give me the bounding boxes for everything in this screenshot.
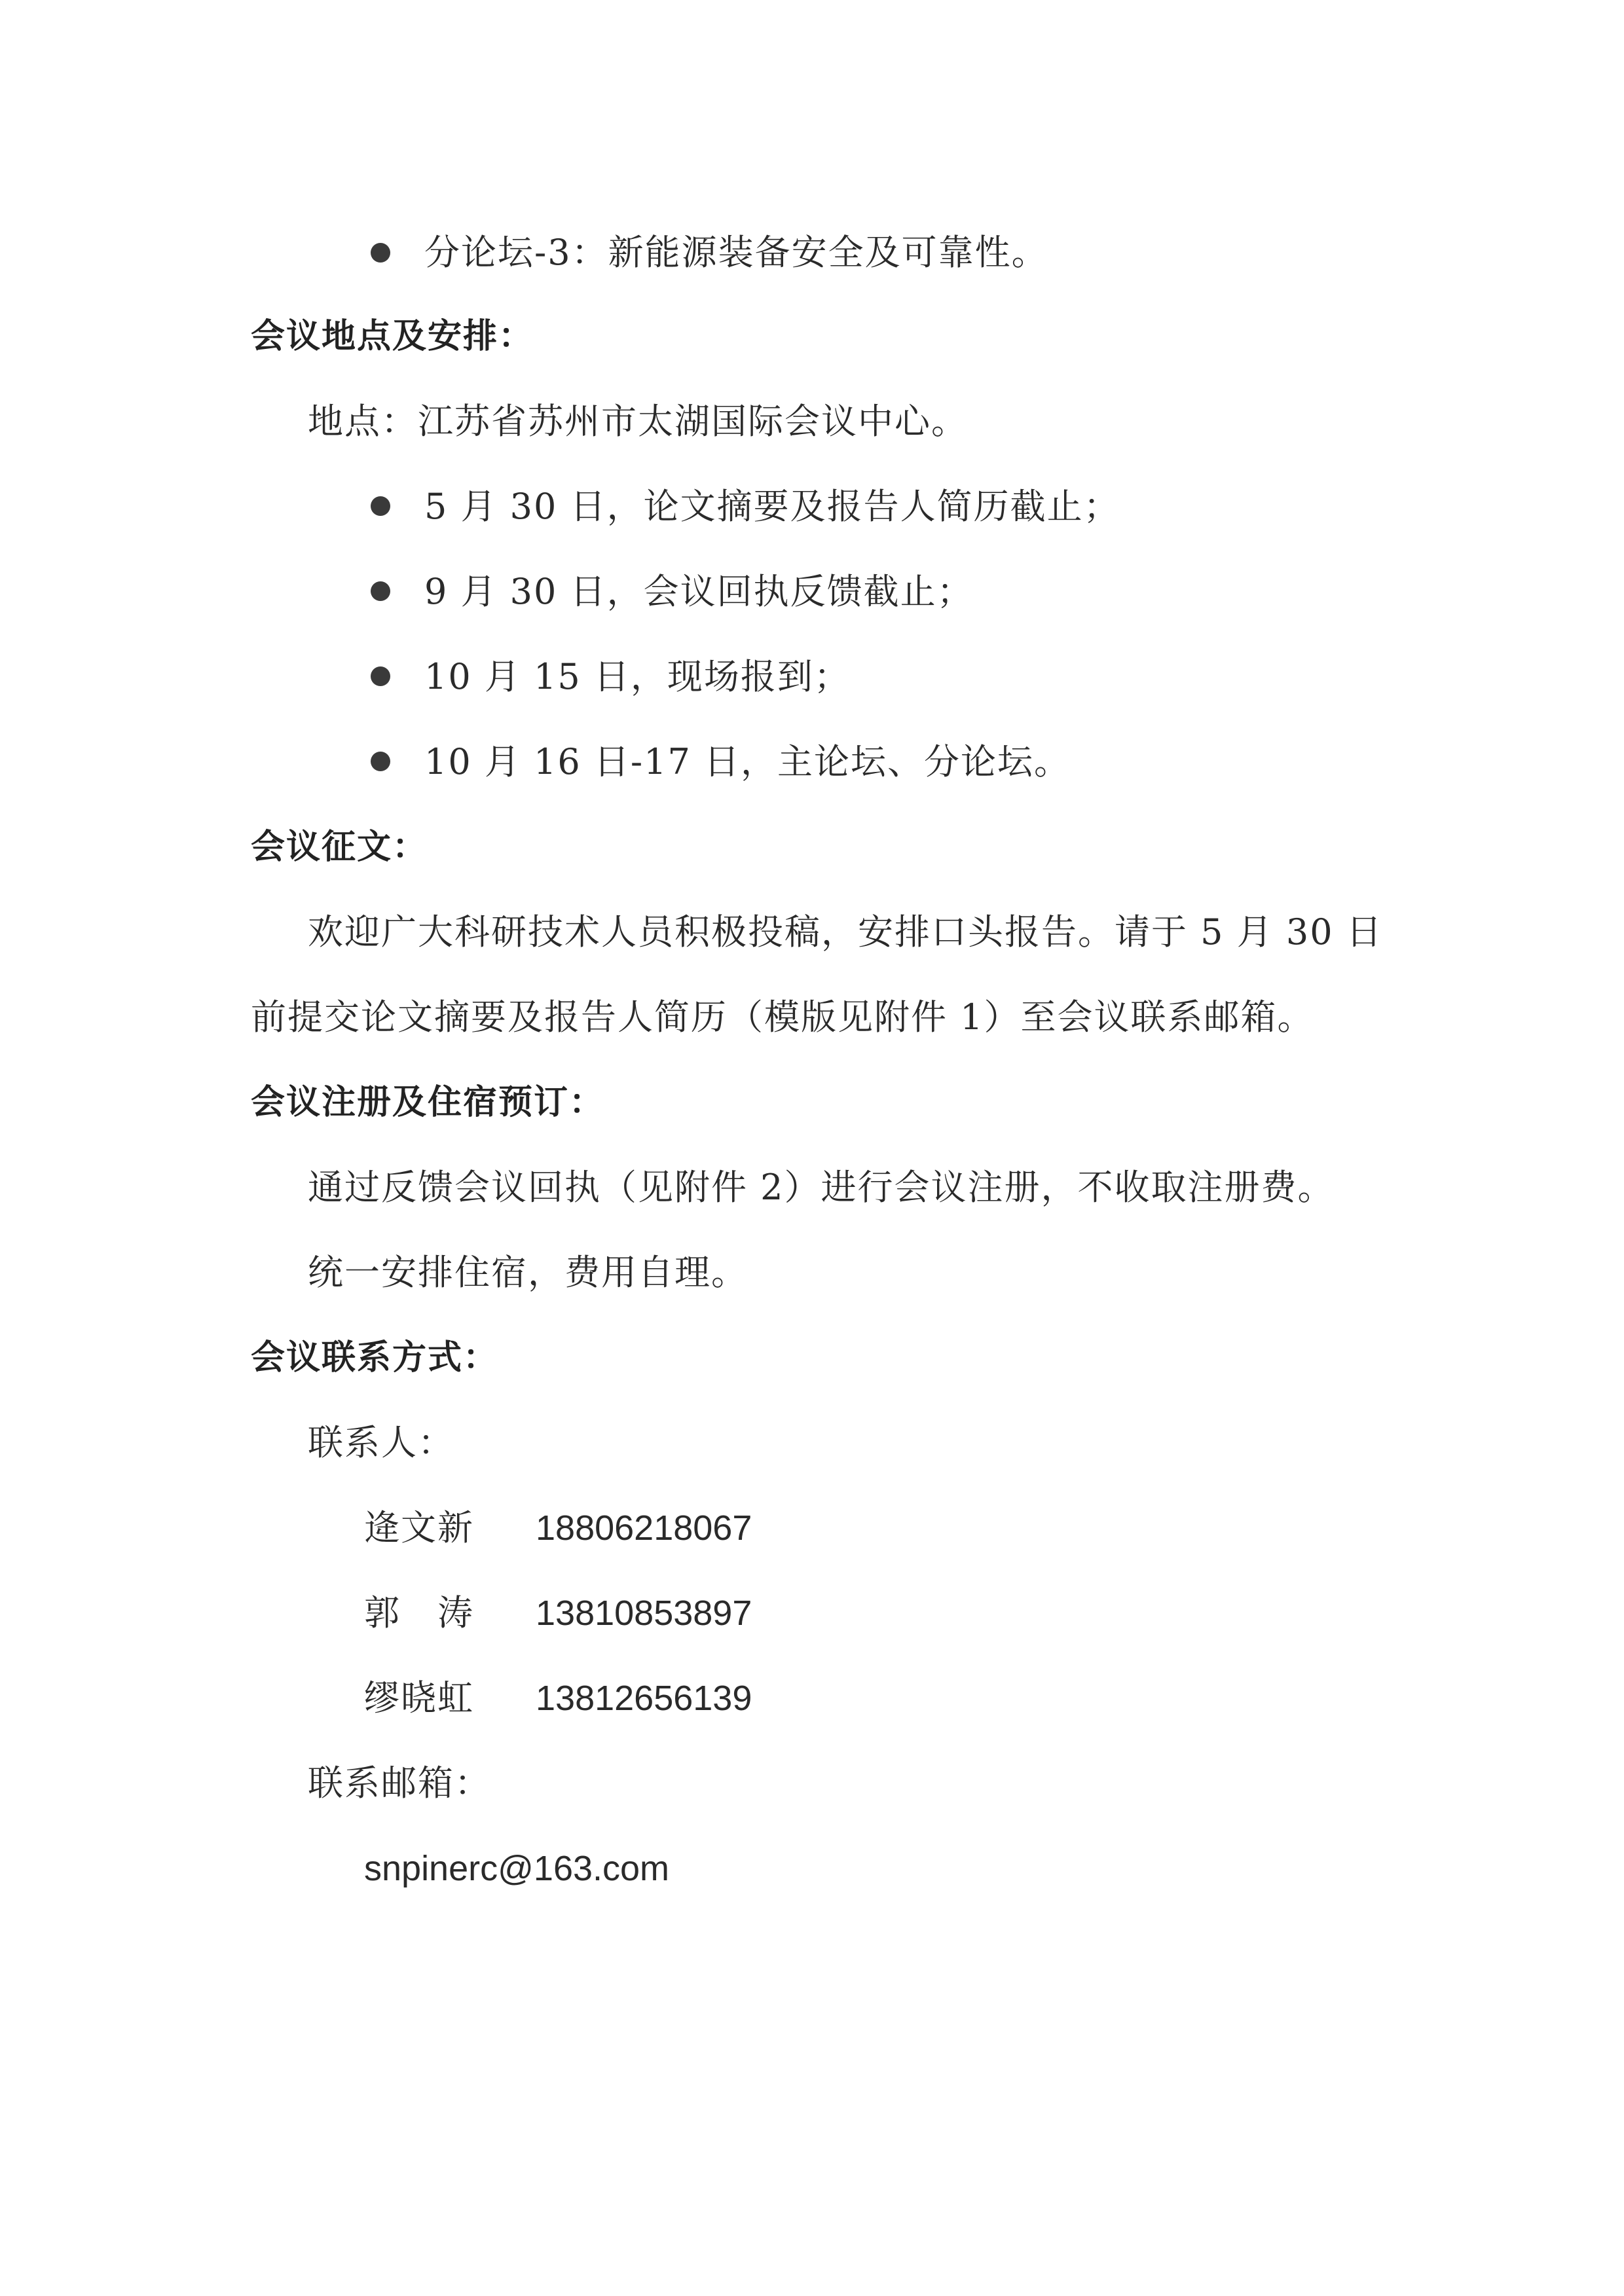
schedule-item: 10 月 16 日-17 日，主论坛、分论坛。	[424, 741, 1071, 782]
registration-heading: 会议注册及住宿预订：	[251, 1083, 605, 1122]
papers-paragraph-line: 前提交论文摘要及报告人简历（模版见附件 1）至会议联系邮箱。	[251, 996, 1314, 1038]
schedule-item: 9 月 30 日，会议回执反馈截止；	[424, 571, 974, 612]
contact-phone: 18806218067	[536, 1508, 752, 1548]
contact-name: 缪晓虹	[364, 1677, 474, 1719]
contact-phone: 13812656139	[536, 1679, 752, 1718]
bullet-dot	[371, 581, 390, 601]
papers-paragraph-line: 欢迎广大科研技术人员积极投稿，安排口头报告。请于 5 月 30 日	[308, 911, 1383, 953]
registration-line: 通过反馈会议回执（见附件 2）进行会议注册，不收取注册费。	[308, 1167, 1335, 1208]
contact-heading: 会议联系方式：	[251, 1338, 499, 1377]
registration-line: 统一安排住宿，费用自理。	[308, 1252, 748, 1293]
contact-email: snpinerc@163.com	[364, 1849, 670, 1888]
contact-email-label: 联系邮箱：	[308, 1762, 491, 1804]
schedule-item: 5 月 30 日，论文摘要及报告人简历截止；	[424, 486, 1120, 527]
bullet-dot	[371, 666, 390, 686]
venue-heading: 会议地点及安排：	[251, 317, 534, 356]
papers-heading: 会议征文：	[251, 828, 428, 867]
bullet-dot	[371, 752, 390, 771]
venue-location: 地点：江苏省苏州市太湖国际会议中心。	[308, 401, 968, 442]
contact-people-label: 联系人：	[308, 1422, 454, 1463]
contact-name: 逄文新	[364, 1507, 474, 1548]
bullet-dot	[371, 496, 390, 516]
contact-name: 郭 涛	[364, 1592, 474, 1633]
bullet-dot	[371, 243, 390, 263]
schedule-item: 10 月 15 日，现场报到；	[424, 656, 851, 697]
contact-phone: 13810853897	[536, 1594, 752, 1633]
forum-bullet-text: 分论坛-3：新能源装备安全及可靠性。	[424, 232, 1048, 273]
